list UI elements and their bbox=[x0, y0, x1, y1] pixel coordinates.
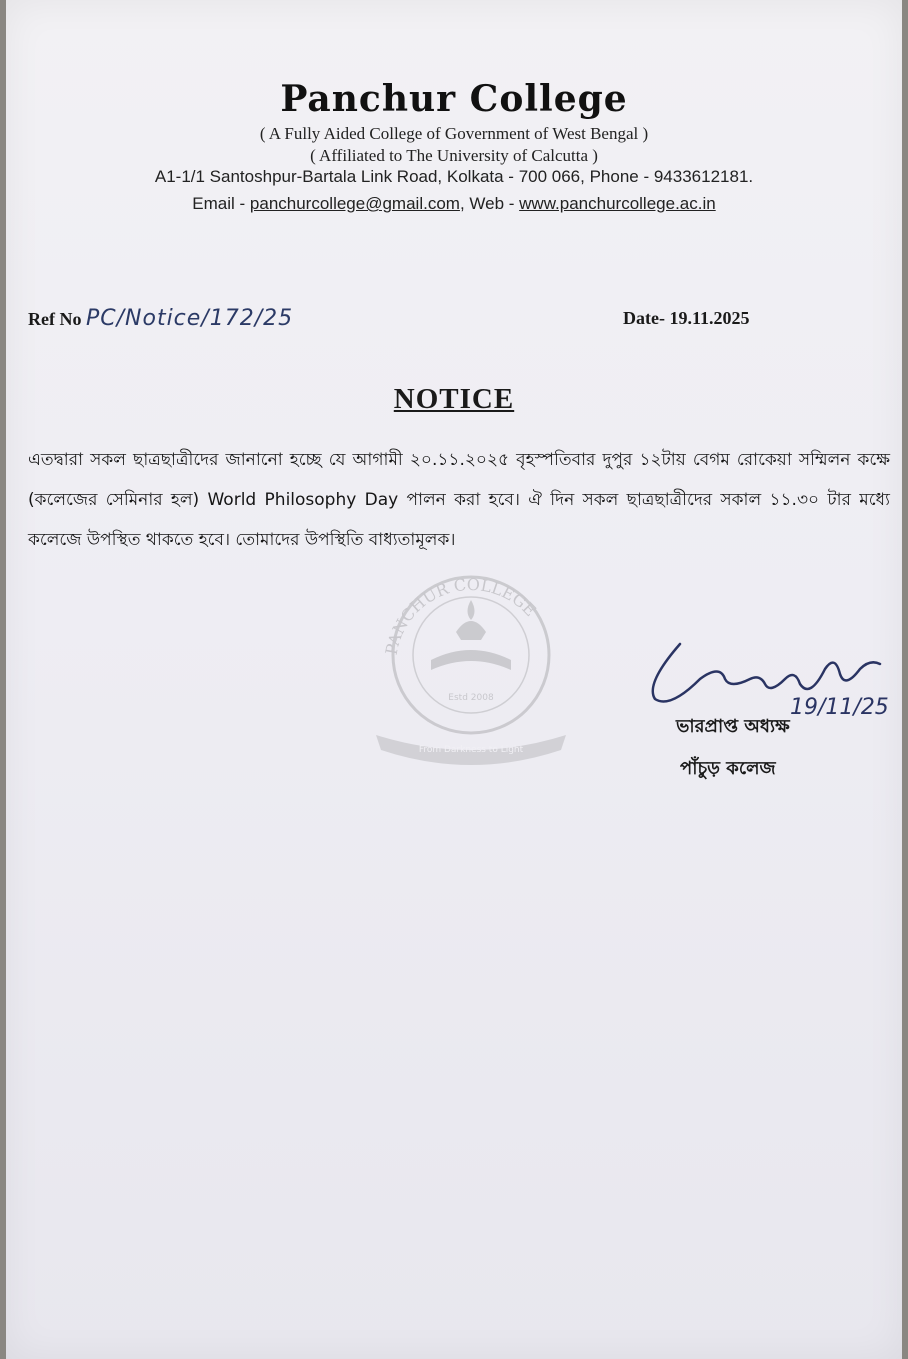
college-seal-watermark bbox=[356, 540, 586, 770]
notice-body: এতদ্বারা সকল ছাত্রছাত্রীদের জানানো হচ্ছে যে আগামী ২০.১১.২০২৫ বৃহস্পতিবার দুপুর ১২টায় বেগম রোকেয়া সম্মিলন কক্ষে (কলেজের সেমিনার হল) World Philosophy Day পালন করা হবে। ঐ দিন সকল ছাত্রছাত্রীদের সকাল ১১.৩০ টার মধ্যে কলেজে উপস্থিত থাকতে হবে। তোমাদের উপস্থিতি বাধ্যতামূলক। bbox=[28, 450, 890, 550]
college-name: Panchur College bbox=[280, 78, 628, 120]
reference-number bbox=[28, 306, 293, 331]
contact-line bbox=[6, 194, 902, 214]
date-label: Date- bbox=[623, 308, 670, 328]
principal-signature bbox=[640, 624, 900, 724]
lamp-icon bbox=[456, 621, 486, 640]
ref-label: Ref No bbox=[28, 309, 86, 329]
email-link[interactable]: panchurcollege@gmail.com bbox=[249, 194, 460, 213]
affiliation-line-2: ( Affiliated to The University of Calcutta ) bbox=[310, 146, 598, 165]
signatory-college: পাঁচুড় কলেজ bbox=[680, 758, 776, 779]
signatory-designation: ভারপ্রাপ্ত অধ্যক্ষ bbox=[676, 716, 790, 737]
website-link[interactable]: www.panchurcollege.ac.in bbox=[519, 194, 716, 213]
seal-arc-text: PANCHUR COLLEGE bbox=[381, 574, 541, 657]
notice-document bbox=[6, 0, 902, 1359]
flame-icon bbox=[468, 600, 475, 620]
signature-stroke bbox=[653, 644, 880, 702]
college-address: A1-1/1 Santoshpur-Bartala Link Road, Kolkata - 700 066, Phone - 9433612181. bbox=[154, 167, 754, 186]
signature-date: 19/11/25 bbox=[790, 695, 889, 720]
date-value: 19.11.2025 bbox=[669, 308, 750, 328]
seal-estd-text: Estd 2008 bbox=[448, 693, 494, 703]
web-label: , Web - bbox=[459, 194, 520, 213]
email-label: Email - bbox=[192, 194, 250, 213]
notice-title: NOTICE bbox=[393, 383, 515, 415]
affiliation-line-1: ( A Fully Aided College of Government of West Bengal ) bbox=[259, 124, 649, 143]
seal-motto: From Darkness to Light bbox=[418, 745, 524, 755]
notice-date bbox=[623, 308, 750, 329]
open-book-icon bbox=[431, 650, 511, 670]
ref-value-handwritten: PC/Notice/172/25 bbox=[85, 306, 294, 331]
